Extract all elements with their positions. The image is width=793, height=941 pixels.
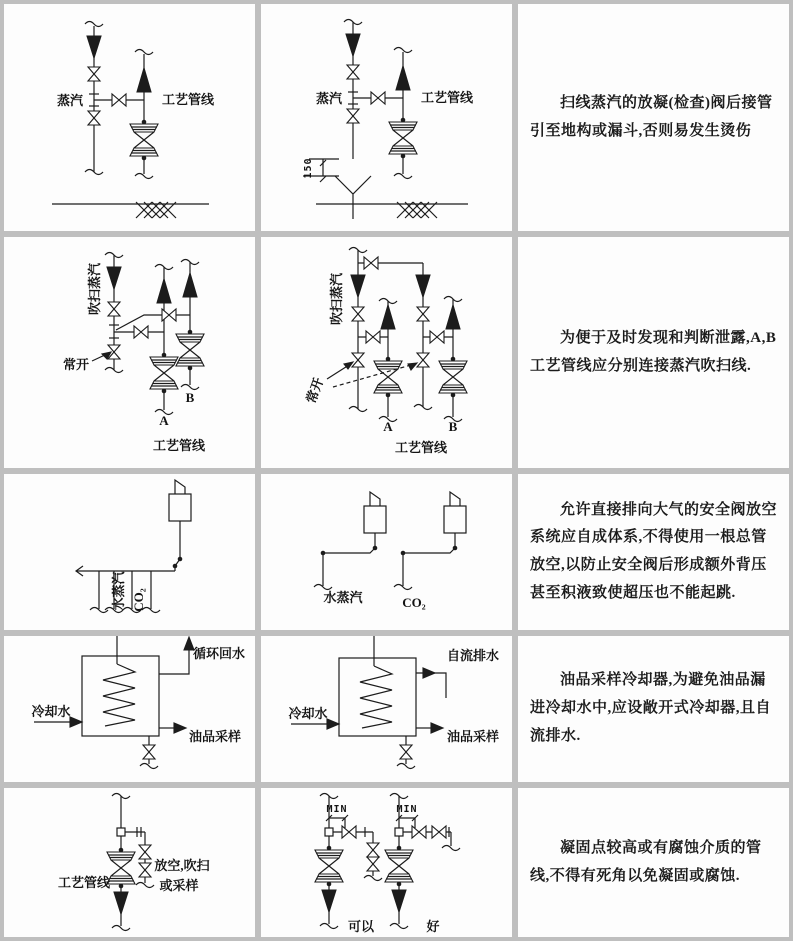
valve-icon (112, 94, 126, 106)
drain-valve-icon (400, 745, 412, 759)
line-b-label: B (185, 390, 195, 405)
diagram-r3-a (4, 474, 255, 630)
safety-valve-icon (169, 480, 191, 521)
pipe-break-icon (181, 385, 199, 390)
flow-arrow-icon (107, 267, 121, 289)
valve-icon (364, 257, 378, 269)
flow-arrow-icon (137, 68, 151, 92)
co2-label: CO₂ (402, 595, 426, 610)
line-a-label: A (383, 419, 393, 434)
pipe-break-icon (364, 876, 382, 881)
pid-sketch-r1-a (4, 4, 255, 231)
cooling-water-label: 冷却水 (31, 704, 71, 719)
return-water-label: 循环回水 (192, 646, 246, 661)
piping-lines (76, 521, 180, 609)
normally-open-valve-icon (417, 353, 429, 367)
flow-arrow-icon (157, 279, 171, 303)
co2-label: CO₂ (131, 588, 146, 612)
piping-lines (52, 26, 209, 204)
pid-sketch-r5-b (261, 788, 512, 937)
pid-sketch-r4-a (4, 636, 255, 782)
valve-icon (412, 826, 426, 838)
branch-connector (117, 828, 125, 836)
hourglass-strainer-icon (385, 846, 413, 887)
process-line-label: 工艺管线 (57, 875, 111, 890)
piping-lines (325, 796, 451, 924)
valve-icon (347, 65, 359, 79)
diagram-r5-a (4, 788, 255, 937)
piping-lines (358, 250, 453, 417)
line-a-label: A (159, 413, 169, 428)
diagram-r4-a (4, 636, 255, 782)
flow-arrow-icon (446, 305, 460, 329)
process-line-label: 工艺管线 (420, 90, 474, 105)
normally-open-label: 常开 (303, 375, 327, 406)
good-label: 好 (426, 919, 440, 934)
cooling-water-label: 冷却水 (288, 706, 328, 721)
note-r4 (518, 636, 789, 782)
valve-icon (108, 302, 120, 316)
flow-arrow-icon (327, 719, 339, 729)
pipe-break-icon (397, 764, 415, 769)
dimension-label: 150 (303, 157, 314, 179)
pipe-break-icon (320, 924, 338, 929)
min-label: MIN (326, 804, 348, 815)
diagram-r2-b (261, 237, 512, 468)
hourglass-strainer-icon (439, 357, 467, 398)
purge-steam-label: 吹扫蒸汽 (87, 262, 102, 316)
process-line-label: 工艺管线 (152, 438, 206, 453)
valve-icon (432, 826, 446, 838)
valve-icon (352, 307, 364, 321)
gravity-drain-label: 自流排水 (446, 648, 500, 663)
valve-icon (417, 307, 429, 321)
flow-arrow-icon (174, 723, 186, 733)
valve-icon (366, 331, 380, 343)
drain-valve-icon (143, 745, 155, 759)
note-text: 允许直接排向大气的安全阀放空系统应自成体系,不得使用一根总管放空,以防止安全阀后形成额外背压甚至积液致使超压也不能起跳. (530, 501, 778, 601)
pipe-break-icon (442, 846, 460, 851)
pid-sketch-r5-a (4, 788, 255, 937)
pid-sketch-r3-a (4, 474, 255, 630)
note-r3 (518, 474, 789, 630)
valve-icon (430, 331, 444, 343)
hourglass-strainer-icon (389, 118, 417, 159)
valve-icon (371, 92, 385, 104)
branch-connector (395, 828, 403, 836)
pipe-break-icon (394, 174, 412, 179)
pipe-break-icon (140, 764, 158, 769)
pipe-joint-dot (453, 546, 458, 551)
normally-open-label: 常开 (62, 357, 90, 372)
hourglass-strainer-icon (374, 357, 402, 398)
valve-icon (347, 109, 359, 123)
pipe-joint-dot (321, 551, 326, 556)
acceptable-label: 可以 (347, 919, 375, 934)
hourglass-strainer-icon (315, 846, 343, 887)
note-r1 (518, 4, 789, 231)
diagram-r5-b (261, 788, 512, 937)
diagram-r1-a (4, 4, 255, 231)
flow-arrow-icon (322, 890, 336, 912)
coil (103, 636, 135, 726)
flow-arrow-icon (114, 892, 128, 914)
pipe-joint-dot (373, 546, 378, 551)
flow-arrow-icon (70, 717, 82, 727)
note-text: 为便于及时发现和判断泄露,A,B工艺管线应分别连接蒸汽吹扫线. (530, 329, 777, 374)
process-line-label: 工艺管线 (394, 440, 448, 455)
diagram-r3-b (261, 474, 512, 630)
normally-open-valve-icon (352, 353, 364, 367)
purge-steam-label: 吹扫蒸汽 (329, 272, 344, 326)
note-r2 (518, 237, 789, 468)
flow-arrow-icon (423, 668, 435, 678)
pipe-joint-dot (173, 564, 178, 569)
valve-icon (139, 863, 151, 877)
steam-label: 蒸汽 (56, 93, 84, 108)
diagram-r2-a (4, 237, 255, 468)
process-line-label: 工艺管线 (161, 92, 215, 107)
pipe-break-icon (135, 174, 153, 179)
pid-sketch-r2-b (261, 237, 512, 466)
note-text: 扫线蒸汽的放凝(检查)阀后接管引至地构或漏斗,否则易发生烫伤 (530, 94, 773, 139)
hourglass-strainer-icon (176, 330, 204, 371)
note-text: 凝固点较高或有腐蚀介质的管线,不得有死角以免凝固或腐蚀. (530, 839, 762, 884)
flow-arrow-icon (381, 305, 395, 329)
diagram-r1-b (261, 4, 512, 231)
pipe-joint-dot (401, 551, 406, 556)
valve-icon (367, 843, 379, 857)
min-label: MIN (396, 804, 418, 815)
leader-arrow (92, 352, 111, 361)
pipe-joint-dot (178, 557, 183, 562)
vent-purge-label: 放空,吹扫 (154, 858, 210, 873)
valve-icon (162, 309, 176, 321)
cooler-vessel (82, 656, 159, 736)
pid-sketch-r1-b (261, 4, 512, 231)
flow-arrow-icon (431, 723, 443, 733)
leader-arrow (327, 362, 417, 387)
pid-sketch-r3-b (261, 474, 512, 630)
valve-icon (139, 845, 151, 859)
valve-icon (367, 857, 379, 871)
diagram-r4-b (261, 636, 512, 782)
branch-connector (325, 828, 333, 836)
flow-arrow-icon (416, 275, 430, 297)
steam-label: 水蒸汽 (111, 571, 126, 611)
piping-lines (323, 533, 455, 586)
note-text: 油品采样冷却器,为避免油品漏进冷却水中,应设敞开式冷却器,且自流排水. (530, 672, 772, 744)
pipe-break-icon (390, 924, 408, 929)
pipe-break-icon (112, 926, 130, 931)
flow-arrow-icon (392, 890, 406, 912)
flow-arrow-icon (87, 36, 101, 58)
valve-icon (88, 67, 100, 81)
oil-sampling-label: 油品采样 (188, 729, 242, 744)
valve-icon (88, 111, 100, 125)
pipe-break-icon (136, 883, 154, 888)
flow-arrow-icon (351, 275, 365, 297)
valve-icon (342, 826, 356, 838)
flow-arrow-icon (396, 66, 410, 90)
dimension-150 (303, 157, 339, 182)
hourglass-strainer-icon (107, 848, 135, 889)
valve-icon (134, 326, 148, 338)
coil (360, 636, 392, 728)
pipe-break-icon (394, 48, 412, 53)
oil-sampling-label: 油品采样 (446, 729, 500, 744)
piping-lines (316, 22, 468, 219)
hourglass-strainer-icon (130, 120, 158, 161)
steam-label: 蒸汽 (315, 91, 343, 106)
or-sampling-label: 或采样 (159, 878, 199, 893)
safety-valve-icon (444, 492, 466, 533)
pipe-break-icon (135, 50, 153, 55)
steam-label: 水蒸汽 (323, 590, 363, 605)
funnel-icon (335, 176, 371, 219)
pipe-break-icon (85, 22, 103, 27)
line-b-label: B (448, 419, 458, 434)
pid-sketch-r2-a (4, 237, 255, 466)
safety-valve-icon (364, 492, 386, 533)
pid-sketch-r4-b (261, 636, 512, 782)
note-r5 (518, 788, 789, 937)
hourglass-strainer-icon (150, 353, 178, 394)
flow-arrow-icon (346, 34, 360, 56)
flow-arrow-icon (183, 273, 197, 297)
